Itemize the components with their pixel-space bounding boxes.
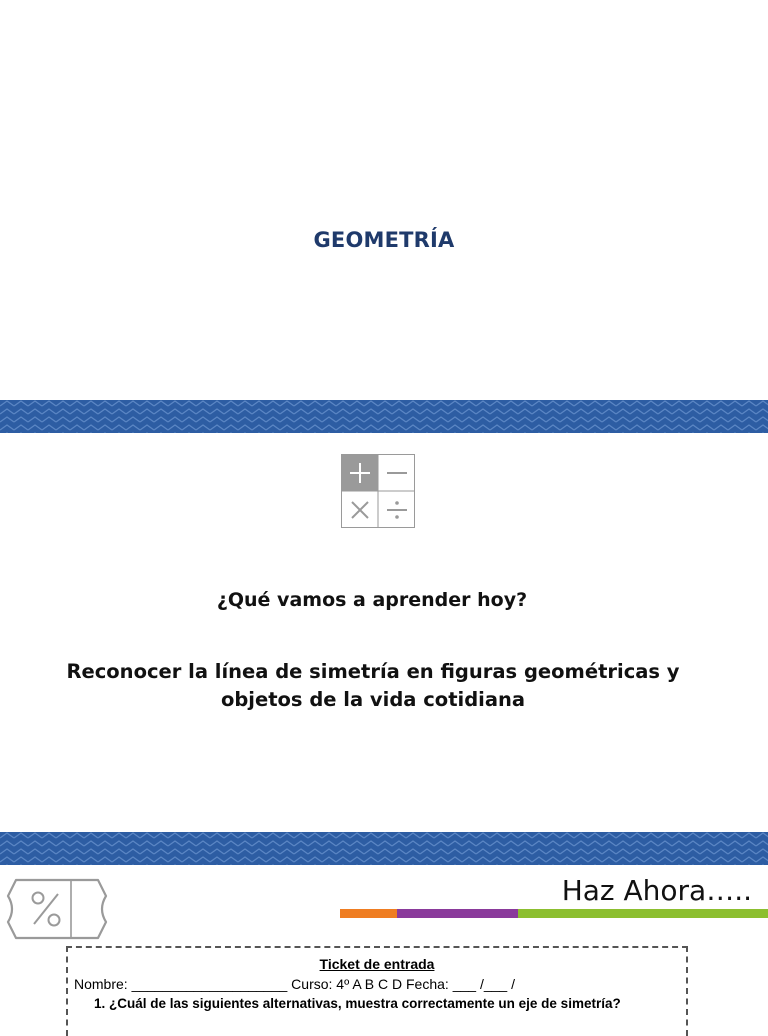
page-title: GEOMETRÍA [313,228,455,252]
accent-bar-purple [397,909,518,918]
lesson-question: ¿Qué vamos a aprender hoy? [216,589,528,611]
decorative-band [0,832,768,865]
section-heading: Haz Ahora….. [561,874,752,907]
accent-bar-green [518,909,768,918]
ticket-title: Ticket de entrada [319,956,435,972]
entry-ticket-document [66,946,688,1036]
decorative-band [0,400,768,433]
objective-line-2: objetos de la vida cotidiana [220,688,526,711]
discount-ticket-icon [4,876,110,942]
objective-line-1: Reconocer la línea de simetría en figuras geométricas y [66,660,680,683]
calculator-operations-icon [341,454,415,528]
slide-title [0,0,768,400]
accent-bar-orange [340,909,397,918]
ticket-form-line: Nombre: ____________________ Curso: 4º A B C D Fecha: ___ /___ / [74,976,515,992]
ticket-question: 1. ¿Cuál de las siguientes alternativas, muestra correctamente un eje de simetría? [94,996,621,1011]
lesson-objective [0,658,746,714]
